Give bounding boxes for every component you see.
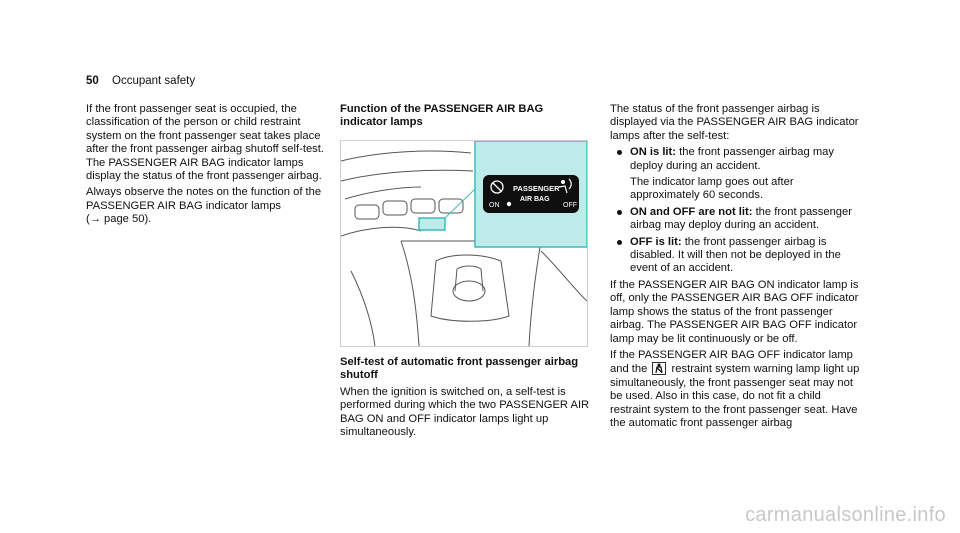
dashboard-illustration [341, 141, 587, 346]
label-airbag: AIR BAG [520, 196, 550, 203]
page-number: 50 [86, 75, 99, 87]
list-item [630, 146, 862, 203]
section-title: Occupant safety [112, 75, 196, 87]
warning-text-a: If the PASSENGER AIR BAG OFF indicator lamp and the [610, 348, 853, 376]
status-on-label: ON is lit: [630, 146, 676, 159]
status-not-lit-text: the front passenger airbag may deploy during an accident. [630, 205, 852, 232]
self-test-heading: Self-test of automatic front passenger airbag shutoff [340, 356, 579, 382]
seat-belt-warning-icon [652, 362, 666, 375]
status-off-label: OFF is lit: [630, 235, 682, 248]
status-on-extra: The indicator lamp goes out after approximately 60 seconds. [630, 176, 794, 202]
status-intro: The status of the front passenger airbag is displayed via the PASSENGER AIR BAG indicator lamps after the self-test: [610, 103, 859, 142]
highlight-marker [419, 218, 445, 230]
list-item [630, 236, 862, 276]
label-off: OFF [563, 202, 577, 209]
column-left [86, 103, 326, 230]
warning-text-b: restraint system warning lamp light up simultaneously, the front passenger seat may not be used. Also in this case, do not fit a child restraint system to the front passenger seat. Have the automatic front passenger airbag [610, 363, 860, 429]
watermark: carmanualsonline.info [745, 504, 946, 526]
status-on-text: the front passenger airbag may deploy during an accident. [630, 146, 834, 172]
page-header [86, 75, 195, 87]
observe-notes-text: Always observe the notes on the function of the PASSENGER AIR BAG indicator lamps [86, 186, 322, 212]
paragraph-observe-notes [86, 186, 326, 226]
status-off-text: the front passenger airbag is disabled. It will then not be deployed in the event of an accident. [630, 235, 841, 275]
on-dot-icon [507, 202, 511, 206]
self-test-section [340, 356, 592, 442]
label-passenger: PASSENGER [513, 184, 560, 193]
paragraph-only-off: If the PASSENGER AIR BAG ON indicator lamp is off, only the PASSENGER AIR BAG OFF indicator lamp shows the status of the front passenger airbag. The PASSENGER AIR BAG OFF indicator lamp may be lit continuously or be off. [610, 278, 859, 345]
column-right [610, 103, 862, 433]
status-list [610, 146, 862, 276]
paragraph-warning [610, 349, 862, 430]
passenger-airbag-symbol-icon [561, 180, 565, 184]
status-not-lit-label: ON and OFF are not lit: [630, 205, 753, 218]
list-item [630, 206, 862, 233]
label-on: ON [489, 202, 500, 209]
paragraph-classification: If the front passenger seat is occupied, the classification of the person or child restraint system on the front passenger seat takes place after the front passenger airbag shutoff self-test. The PASSENGER AIR BAG indicator lamps display the status of the front passenger airbag. [86, 103, 324, 183]
indicator-lamps-figure [340, 140, 588, 347]
section-heading: Function of the PASSENGER AIR BAG indicator lamps [340, 103, 544, 129]
column-middle [340, 103, 588, 133]
page-reference-link[interactable]: (→ page 50). [86, 213, 152, 226]
self-test-body: When the ignition is switched on, a self-test is performed during which the two PASSENGER AIR BAG ON and OFF indicator lamps light up simultaneously. [340, 385, 590, 439]
